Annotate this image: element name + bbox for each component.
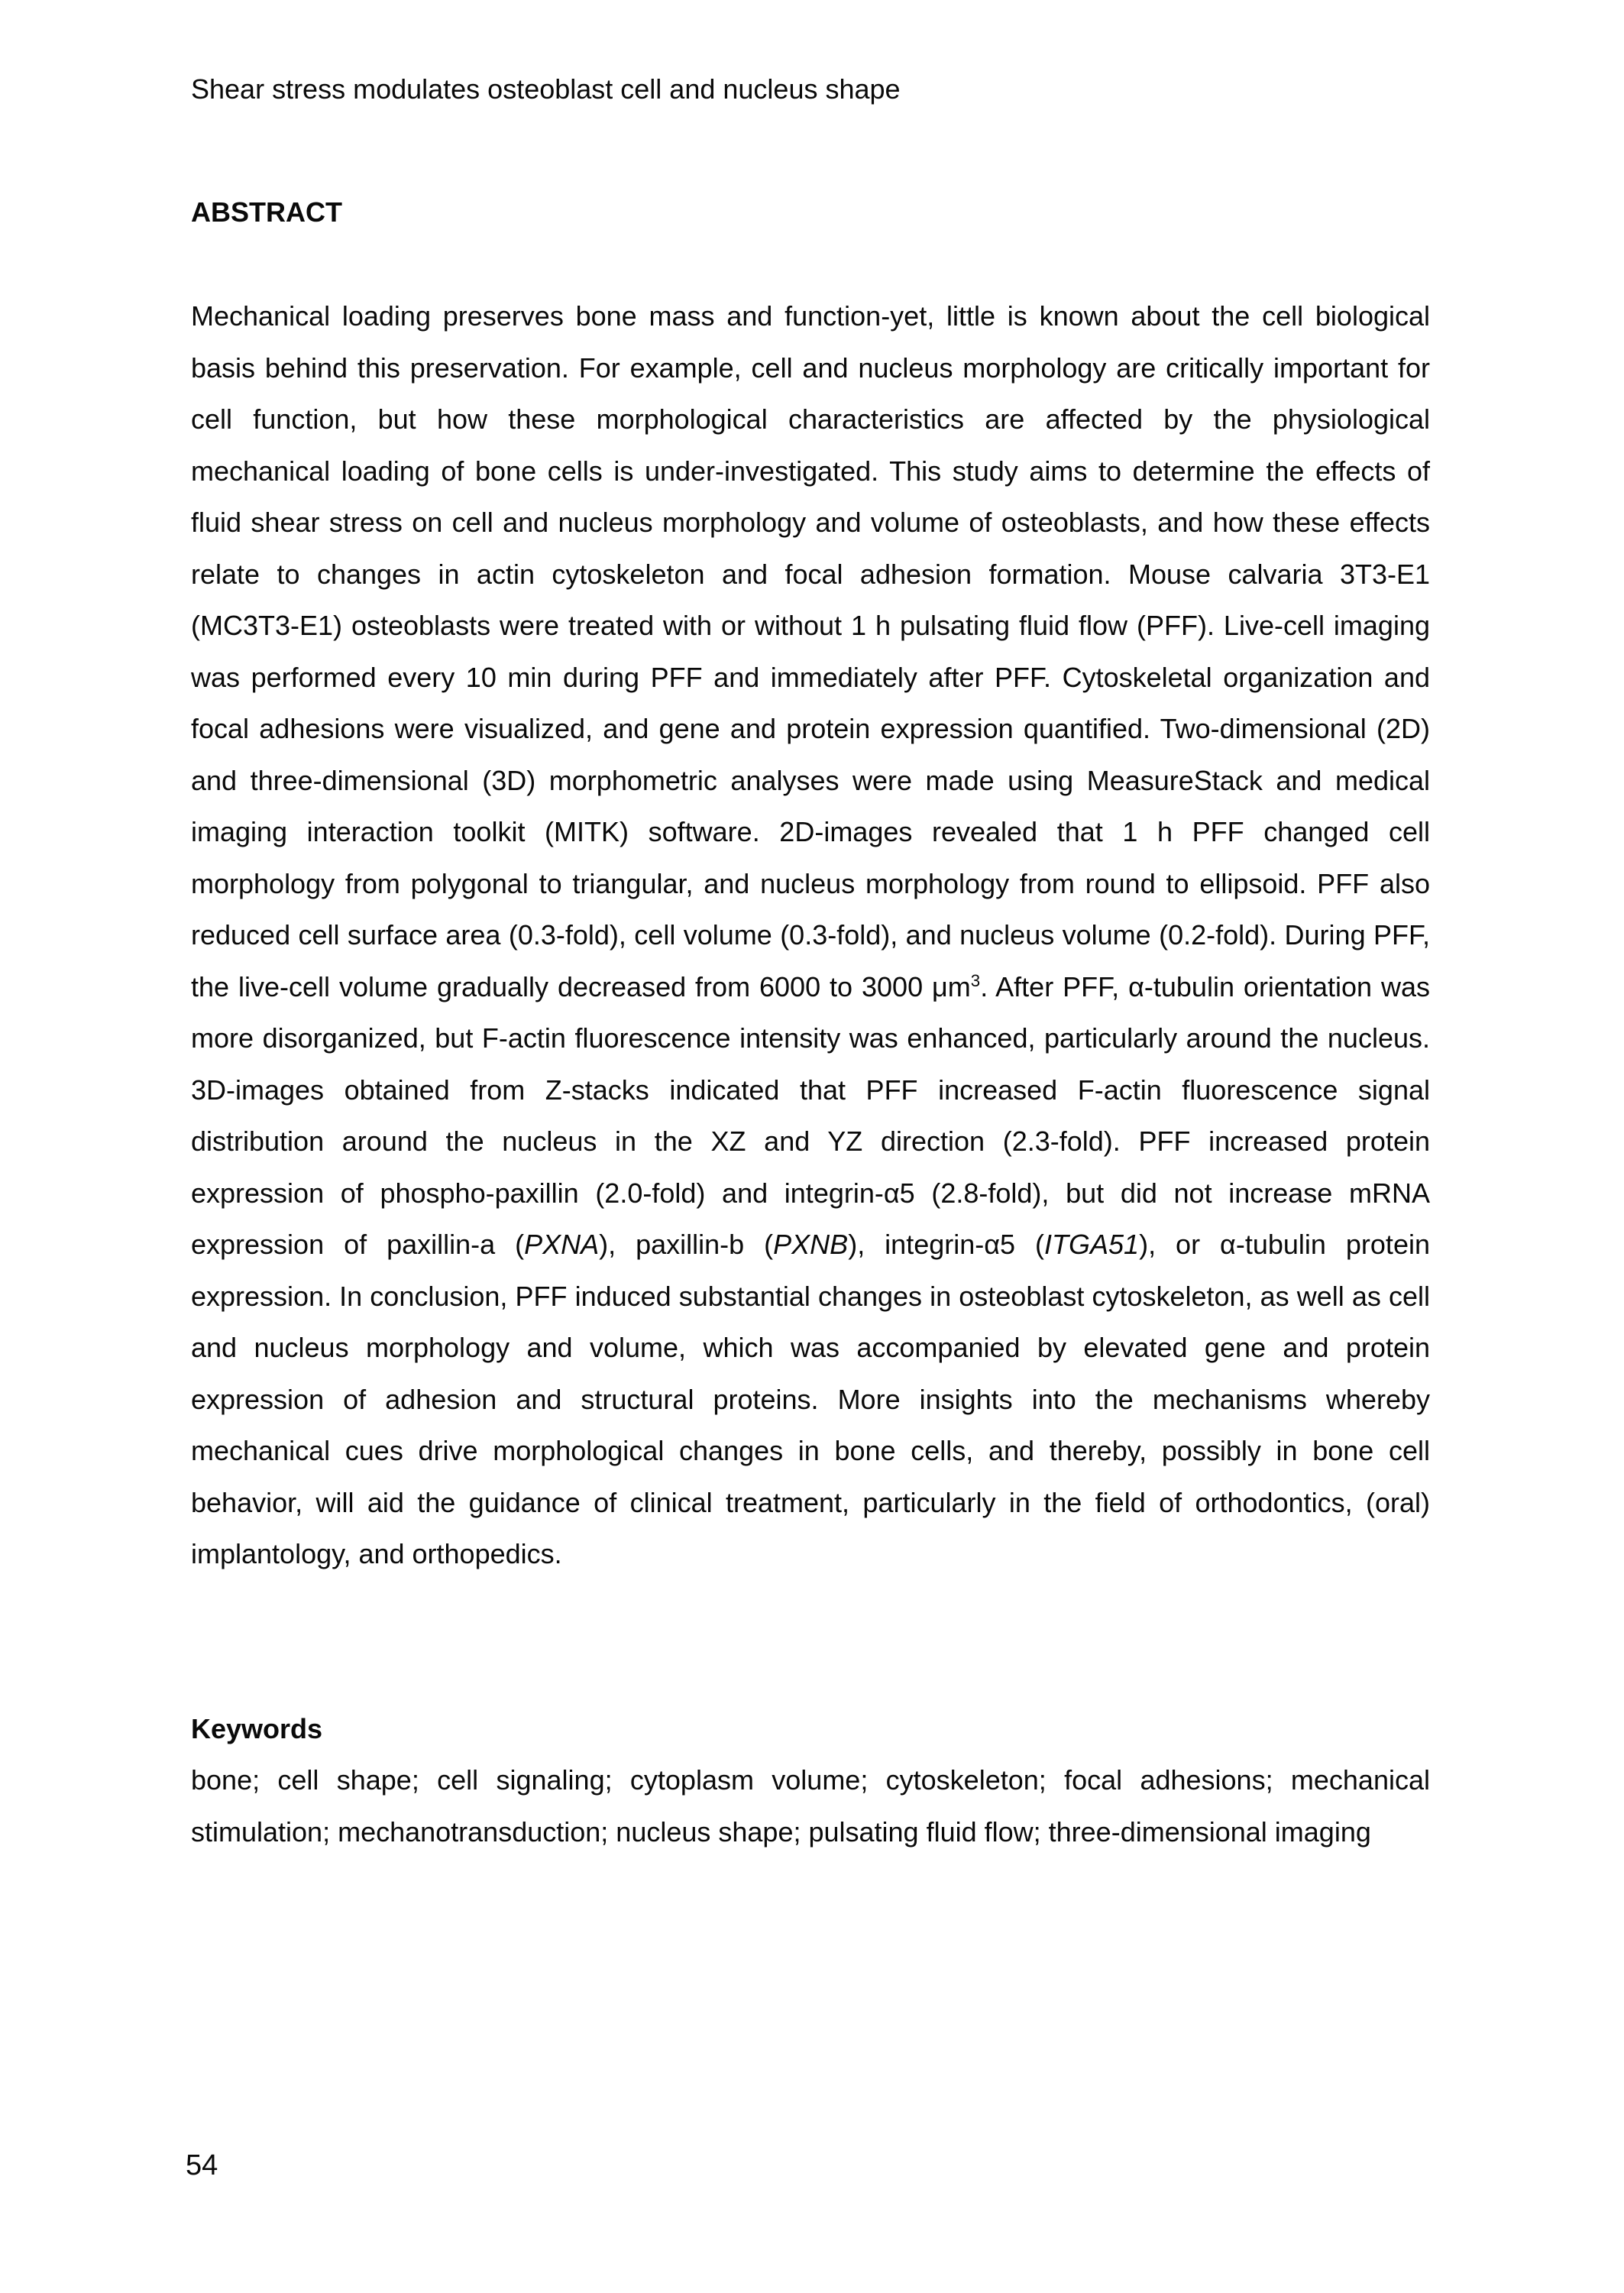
keywords-paragraph: bone; cell shape; cell signaling; cytoplasm volume; cytoskeleton; focal adhesions; mechanical stimulation; mechanotransduction; nucleus shape; pulsating fluid flow; three-dimensional imaging [191, 1764, 1430, 1848]
running-head: Shear stress modulates osteoblast cell and nucleus shape [191, 73, 901, 105]
abstract-heading: ABSTRACT [191, 196, 342, 228]
abstract-paragraph: Mechanical loading preserves bone mass and function-yet, little is known about the cell biological basis behind this preservation. For example, cell and nucleus morphology are critically important for cell function, but how these morphological characteristics are affected by the physiological mechanical loading of bone cells is under-investigated. This study aims to determine the effects of fluid shear stress on cell and nucleus morphology and volume of osteoblasts, and how these effects relate to changes in actin cytoskeleton and focal adhesion formation. Mouse calvaria 3T3-E1 (MC3T3-E1) osteoblasts were treated with or without 1 h pulsating fluid flow (PFF). Live-cell imaging was performed every 10 min during PFF and immediately after PFF. Cytoskeletal organization and focal adhesions were visualized, and gene and protein expression quantified. Two-dimensional (2D) and three-dimensional (3D) morphometric analyses were made using MeasureStack and medical imaging interaction toolkit (MITK) software. 2D-images revealed that 1 h PFF changed cell morphology from polygonal to triangular, and nucleus morphology from round to ellipsoid. PFF also reduced cell surface area (0.3-fold), cell volume (0.3-fold), and nucleus volume (0.2-fold). During PFF, the live-cell volume gradually decreased from 6000 to 3000 $\mu m^3$. After PFF, α-tubulin orientation was more disorganized, but F-actin fluorescence intensity was enhanced, particularly around the nucleus. 3D-images obtained from Z-stacks indicated that PFF increased F-actin fluorescence signal distribution around the nucleus in the XZ and YZ direction (2.3-fold). PFF increased protein expression of phospho-paxillin (2.0-fold) and integrin-α5 (2.8-fold), but did not increase mRNA expression of paxillin-a (PXNA), paxillin-b (PXNB), integrin-α5 (ITGA51), or α-tubulin protein expression. In conclusion, PFF induced substantial changes in osteoblast cytoskeleton, as well as cell and nucleus morphology and volume, which was accompanied by elevated gene and protein expression of adhesion and structural proteins. More insights into the mechanisms whereby mechanical cues drive morphological changes in bone cells, and thereby, possibly in bone cell behavior, will aid the guidance of clinical treatment, particularly in the field of orthodontics, (oral) implantology, and orthopedics. [191, 300, 1431, 1569]
page-number: 54 [186, 2149, 218, 2181]
keywords-heading: Keywords [191, 1713, 323, 1744]
